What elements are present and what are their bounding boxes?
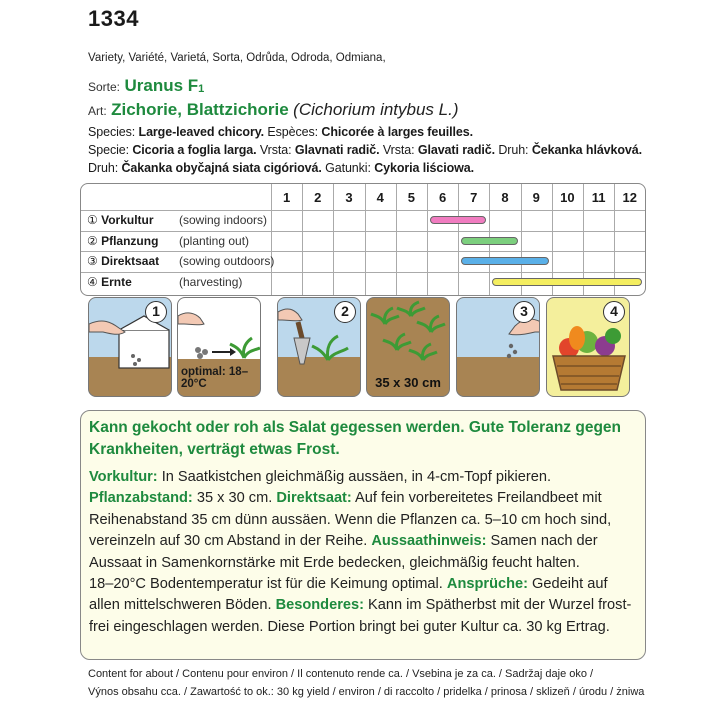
row-name-en: (harvesting) — [179, 274, 243, 289]
row-number: ① — [87, 213, 102, 227]
species-value: Cicoria a foglia larga. — [132, 143, 257, 157]
sorte-label: Sorte: — [88, 80, 121, 94]
month-header: 12 — [622, 190, 638, 205]
sorte-sub: 1 — [198, 83, 205, 95]
row-name-de: Direktsaat — [101, 254, 160, 268]
species-line-3 — [88, 161, 474, 175]
species-value: Large-leaved chicory. — [138, 125, 265, 139]
text: Aussaat in Samenkornstärke mit Erde bedecken, gleichmäßig feucht halten. — [89, 554, 580, 571]
row-name-de: Pflanzung — [101, 233, 159, 248]
row-name-en: (sowing indoors) — [179, 213, 268, 227]
calendar-row-label — [87, 213, 268, 227]
row-name-en: (sowing outdoors) — [179, 254, 275, 268]
month-header: 2 — [314, 190, 322, 205]
sorte-name: Uranus F — [124, 76, 199, 95]
calendar-row-label — [87, 274, 243, 289]
species-label: Specie: — [88, 143, 129, 157]
species-label: Vrsta: — [259, 143, 292, 157]
text: 35 x 30 cm. — [192, 490, 277, 507]
species-value: Chicorée à larges feuilles. — [321, 125, 473, 139]
species-label: Vrsta: — [382, 143, 415, 157]
text: Reihenabstand 35 cm dünn aussäen. Wenn die Pflanzen ca. 5–10 cm hoch sind, — [89, 511, 612, 528]
species-line-1 — [88, 125, 473, 139]
step-badge-3: 3 — [513, 301, 535, 323]
calendar-bar — [430, 216, 486, 224]
key-ansprueche: Ansprüche: — [446, 576, 528, 593]
month-header: 4 — [376, 190, 384, 205]
grid-line — [81, 272, 645, 273]
text: 18–20°C Bodentemperatur ist für die Keimung optimal. — [89, 576, 447, 593]
month-header: 3 — [345, 190, 353, 205]
row-name-en: (planting out) — [179, 233, 250, 248]
text: In Saatkistchen gleichmäßig aussäen, in 4-cm-Topf pikieren. — [157, 469, 552, 485]
species-label: Species: — [88, 125, 136, 139]
month-header: 1 — [282, 190, 291, 205]
month-header: 10 — [560, 190, 575, 205]
key-direktsaat: Direktsaat: — [276, 490, 352, 507]
species-value: Cykoria liściowa. — [374, 161, 474, 175]
text: Gedeiht auf — [528, 576, 608, 593]
footer-line-1: Content for about / Contenu pour environ / Il contenuto rende ca. / Vsebina je za ca. / Sadržaj daje oko / — [88, 668, 594, 680]
calendar-row-label — [87, 233, 250, 248]
month-header: 7 — [470, 190, 478, 205]
picto-direct-sowing — [456, 297, 540, 397]
picto-sowing-indoors — [88, 297, 172, 397]
art-line — [88, 100, 459, 120]
headline: Kann gekocht oder roh als Salat gegessen werden. Gute Toleranz gegen Krankheiten, verträgt etwas Frost. — [89, 419, 622, 458]
sorte-line — [88, 76, 204, 96]
grid-line — [81, 210, 645, 211]
species-label: Druh: — [498, 143, 529, 157]
species-value: Čakanka obyčajná siata cigóriová. — [121, 161, 322, 175]
grid-line — [81, 251, 645, 252]
art-name: Zichorie, Blattzichorie — [111, 100, 289, 119]
grid-line — [81, 231, 645, 232]
calendar-bar — [461, 257, 549, 265]
footer-line-2: Výnos obsahu cca. / Zawartość to ok.: 30 kg yield / environ / di raccolto / pridelka / prinosa / sklizeň / úrodu / żniwa — [88, 686, 645, 698]
row-number: ④ — [87, 274, 102, 289]
species-value: Čekanka hlávková. — [531, 143, 642, 157]
description-box — [80, 410, 646, 660]
text: Auf fein vorbereitetes Freilandbeet mit — [351, 490, 602, 507]
species-label: Espèces: — [267, 125, 319, 139]
pictogram-strip — [88, 297, 636, 399]
product-code: 1334 — [88, 6, 139, 31]
row-number: ③ — [87, 254, 102, 268]
art-label: Art: — [88, 104, 107, 118]
text: allen mittelschweren Böden. — [89, 597, 276, 614]
month-header: 5 — [407, 190, 415, 205]
month-header: 11 — [591, 190, 606, 205]
row-number: ② — [87, 233, 102, 248]
key-vorkultur: Vorkultur: — [89, 469, 158, 485]
step-badge-1: 1 — [145, 301, 167, 323]
text: frei eingeschlagen werden. Diese Portion bringt bei guter Kultur ca. 30 kg Ertrag. — [89, 618, 610, 635]
step-badge-2: 2 — [334, 301, 356, 323]
month-header: 8 — [501, 190, 509, 205]
picto-harvest — [546, 297, 630, 397]
row-name-de: Vorkultur — [101, 213, 154, 227]
text: Kann im Spätherbst mit der Wurzel frost- — [363, 597, 632, 614]
species-line-2 — [88, 143, 642, 157]
description-body — [89, 467, 641, 638]
sowing-calendar — [80, 183, 646, 296]
picto-spacing — [366, 297, 450, 397]
temperature-label: optimal: 18–20°C — [181, 366, 249, 390]
calendar-bar — [461, 237, 517, 245]
key-pflanzabstand: Pflanzabstand: — [89, 490, 193, 507]
picto-germination — [177, 297, 261, 397]
key-aussaathinweis: Aussaathinweis: — [371, 533, 487, 550]
month-header: 9 — [532, 190, 540, 205]
calendar-bar — [492, 278, 642, 286]
text: vereinzeln auf 30 cm Abstand in der Reihe. — [89, 533, 372, 550]
month-header: 6 — [438, 190, 447, 205]
calendar-row-label — [87, 254, 275, 268]
grid-line — [645, 184, 646, 295]
species-label: Druh: — [88, 161, 119, 175]
row-name-de: Ernte — [101, 274, 132, 289]
step-badge-4: 4 — [603, 301, 625, 323]
art-latin: (Cichorium intybus L.) — [293, 100, 459, 119]
species-value: Glavnati radič. — [294, 143, 380, 157]
picto-planting-out — [277, 297, 361, 397]
variety-langs: Variety, Variété, Varietá, Sorta, Odrůda, Odroda, Odmiana, — [88, 52, 386, 64]
key-besonderes: Besonderes: — [275, 597, 364, 614]
species-label: Gatunki: — [325, 161, 371, 175]
species-value: Glavati radič. — [417, 143, 495, 157]
spacing-label: 35 x 30 cm — [375, 375, 441, 390]
text: Samen nach der — [486, 533, 598, 550]
